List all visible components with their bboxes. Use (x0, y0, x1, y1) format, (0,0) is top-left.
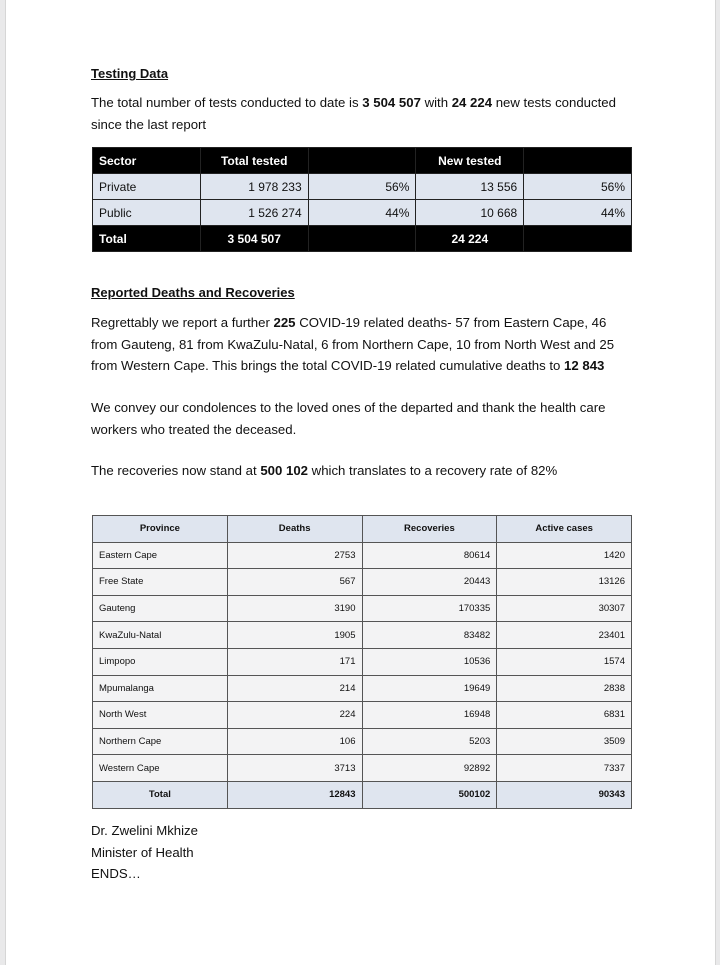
deaths-heading: Reported Deaths and Recoveries (91, 285, 295, 300)
column-header (308, 148, 416, 174)
active-cell: 30307 (497, 595, 632, 622)
cumulative-deaths-value: 12 843 (564, 358, 605, 373)
table-row (93, 728, 632, 755)
table-header-row (93, 148, 632, 174)
province-cell: Gauteng (93, 595, 228, 622)
province-table (92, 515, 632, 809)
sector-cell: Public (93, 200, 201, 226)
active-cell: 7337 (497, 755, 632, 782)
deaths-cell: 3190 (227, 595, 362, 622)
active-cell: 3509 (497, 728, 632, 755)
recoveries-cell: 92892 (362, 755, 497, 782)
table-row (93, 648, 632, 675)
recoveries-value: 500 102 (260, 463, 308, 478)
recoveries-paragraph (91, 460, 631, 482)
column-header: Active cases (497, 516, 632, 543)
ends-marker: ENDS… (91, 866, 141, 881)
new-pct-cell: 44% (524, 200, 632, 226)
table-row (93, 622, 632, 649)
column-header: Recoveries (362, 516, 497, 543)
testing-text: The total number of tests conducted to date is (91, 95, 363, 110)
total-tests-value: 3 504 507 (362, 95, 421, 110)
deaths-cell: 171 (227, 648, 362, 675)
table-row (93, 542, 632, 569)
empty-cell (524, 226, 632, 252)
total-tested-cell: 1 978 233 (200, 174, 308, 200)
active-cell: 6831 (497, 702, 632, 729)
total-pct-cell: 56% (308, 174, 416, 200)
deaths-cell: 106 (227, 728, 362, 755)
recoveries-cell: 80614 (362, 542, 497, 569)
testing-heading: Testing Data (91, 66, 169, 81)
document-page (5, 0, 716, 965)
column-header: Sector (93, 148, 201, 174)
deaths-cell: 1905 (227, 622, 362, 649)
deaths-cell: 12843 (227, 781, 362, 808)
testing-paragraph (91, 92, 631, 135)
table-row (93, 675, 632, 702)
new-tests-value: 24 224 (451, 95, 493, 110)
table-row (93, 200, 632, 226)
recoveries-cell: 500102 (362, 781, 497, 808)
column-header: Deaths (227, 516, 362, 543)
deaths-cell: 2753 (227, 542, 362, 569)
table-row (93, 569, 632, 596)
table-header-row (93, 516, 632, 543)
new-deaths-value: 225 (273, 315, 296, 330)
province-cell: KwaZulu-Natal (93, 622, 228, 649)
active-cell: 1574 (497, 648, 632, 675)
deaths-cell: 3713 (227, 755, 362, 782)
column-header: Province (93, 516, 228, 543)
new-tested-cell: 13 556 (416, 174, 524, 200)
active-cell: 1420 (497, 542, 632, 569)
province-cell: Limpopo (93, 648, 228, 675)
new-tested-cell: 24 224 (416, 226, 524, 252)
province-cell: Mpumalanga (93, 675, 228, 702)
total-label-cell: Total (93, 226, 201, 252)
recoveries-text: The recoveries now stand at (91, 463, 261, 478)
new-tested-cell: 10 668 (416, 200, 524, 226)
table-row (93, 702, 632, 729)
table-total-row (93, 781, 632, 808)
deaths-cell: 214 (227, 675, 362, 702)
condolences-paragraph: We convey our condolences to the loved ones of the departed and thank the health care workers who treated the deceased. (91, 400, 606, 437)
table-row (93, 174, 632, 200)
province-cell: Western Cape (93, 755, 228, 782)
province-cell: North West (93, 702, 228, 729)
signature-name: Dr. Zwelini Mkhize (91, 823, 198, 838)
table-row (93, 755, 632, 782)
province-cell: Free State (93, 569, 228, 596)
total-tested-cell: 1 526 274 (200, 200, 308, 226)
sector-cell: Private (93, 174, 201, 200)
recoveries-cell: 16948 (362, 702, 497, 729)
deaths-text: Regrettably we report a further (91, 315, 274, 330)
testing-text: new tests conducted since the last report (91, 95, 616, 132)
table-row (93, 595, 632, 622)
deaths-text: COVID-19 related deaths- 57 from Eastern Cape, 46 from Gauteng, 81 from KwaZulu-Natal, 6 from Northern Cape, 10 from North West and 25 from Western Cape. This brings the total COVID-19 related cumulative deaths to (91, 315, 615, 373)
recoveries-cell: 19649 (362, 675, 497, 702)
empty-cell (308, 226, 416, 252)
province-cell: Eastern Cape (93, 542, 228, 569)
column-header: Total tested (200, 148, 308, 174)
total-pct-cell: 44% (308, 200, 416, 226)
total-label-cell: Total (93, 781, 228, 808)
column-header (524, 148, 632, 174)
table-total-row (93, 226, 632, 252)
active-cell: 23401 (497, 622, 632, 649)
total-tested-cell: 3 504 507 (200, 226, 308, 252)
signature-title: Minister of Health (91, 845, 194, 860)
deaths-paragraph (91, 312, 631, 377)
recoveries-cell: 83482 (362, 622, 497, 649)
recoveries-cell: 5203 (362, 728, 497, 755)
recoveries-cell: 170335 (362, 595, 497, 622)
testing-table (92, 147, 632, 252)
testing-text: with (420, 95, 452, 110)
active-cell: 2838 (497, 675, 632, 702)
deaths-cell: 224 (227, 702, 362, 729)
column-header: New tested (416, 148, 524, 174)
deaths-cell: 567 (227, 569, 362, 596)
recoveries-cell: 20443 (362, 569, 497, 596)
new-pct-cell: 56% (524, 174, 632, 200)
recoveries-text: which translates to a recovery rate of 82% (308, 463, 558, 478)
recoveries-cell: 10536 (362, 648, 497, 675)
active-cell: 90343 (497, 781, 632, 808)
active-cell: 13126 (497, 569, 632, 596)
province-cell: Northern Cape (93, 728, 228, 755)
